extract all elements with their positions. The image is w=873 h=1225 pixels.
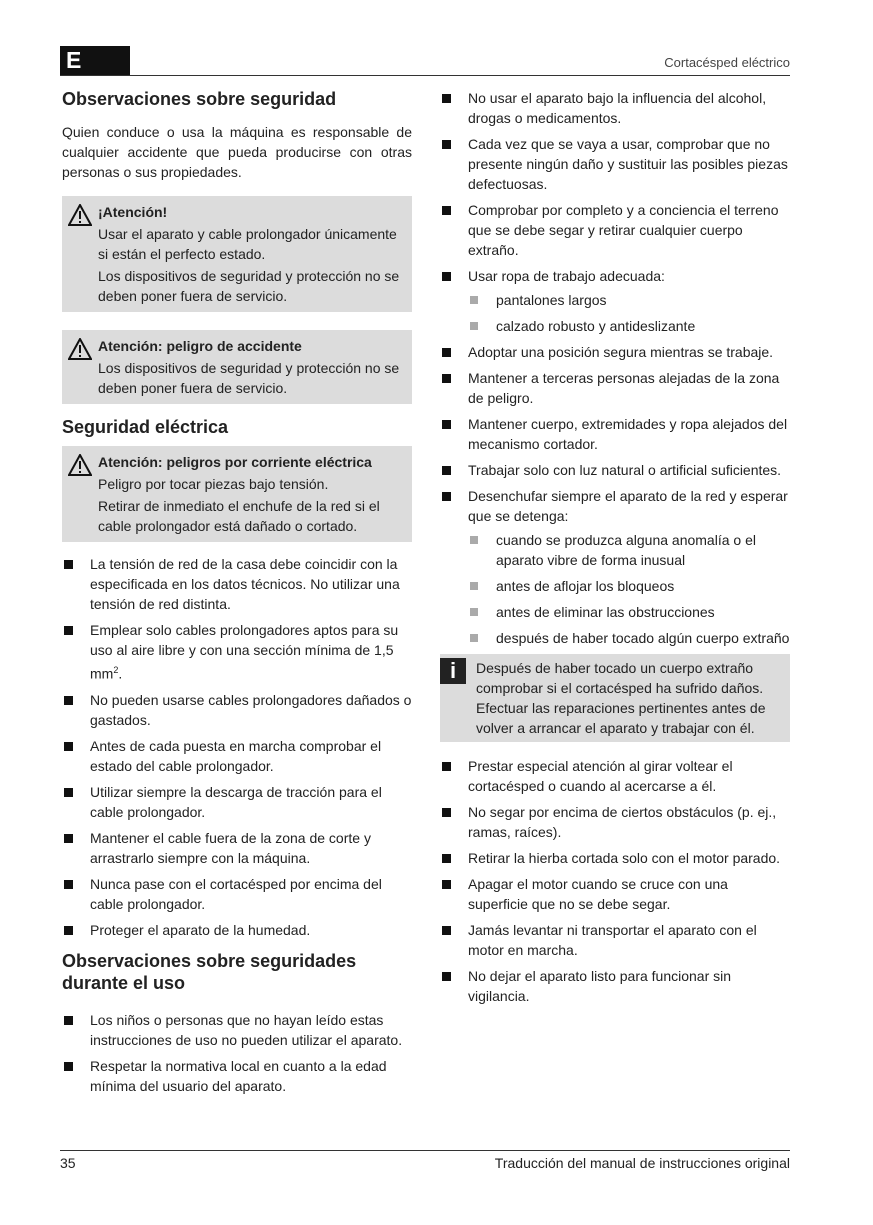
info-text: Después de haber tocado un cuerpo extraño comprobar si el cortacésped ha sufrido daños. Efectuar las reparaciones pertinentes antes de volver a arrancar el aparato y trabajar con él.	[476, 660, 766, 736]
warning-line: Los dispositivos de seguridad y protección no se deben poner fuera de servicio.	[98, 360, 400, 396]
list-item: Mantener el cable fuera de la zona de corte y arrastrarlo siempre con la máquina.	[62, 828, 412, 868]
info-icon: i	[440, 658, 466, 684]
list-item: No pueden usarse cables prolongadores dañados o gastados.	[62, 690, 412, 730]
list-item: Emplear solo cables prolongadores aptos para su uso al aire libre y con una sección mínima de 1,5 $mm^2$.	[62, 620, 412, 684]
page-number: 35	[60, 1155, 76, 1171]
list-item-text: Usar ropa de trabajo adecuada:	[468, 268, 665, 284]
electrical-list	[62, 554, 412, 940]
sublist-item: antes de eliminar las obstrucciones	[468, 602, 790, 622]
footer-text: Traducción del manual de instrucciones original	[494, 1155, 790, 1171]
sublist-item: después de haber tocado algún cuerpo extraño	[468, 628, 790, 648]
warning-line: Usar el aparato y cable prolongador únicamente si están el perfecto estado.	[98, 226, 397, 262]
warning-line: Los dispositivos de seguridad y protección no se deben poner fuera de servicio.	[98, 268, 400, 304]
list-item: Apagar el motor cuando se cruce con una superficie que no se debe segar.	[440, 874, 790, 914]
list-item	[440, 266, 790, 336]
sublist-item: calzado robusto y antideslizante	[468, 316, 790, 336]
language-tab	[60, 46, 130, 76]
list-item-text: Desenchufar siempre el aparato de la red y esperar que se detenga:	[468, 488, 788, 524]
warning-box	[62, 330, 412, 404]
language-label: E	[66, 47, 82, 73]
sublist-item: cuando se produzca alguna anomalía o el aparato vibre de forma inusual	[468, 530, 790, 570]
warning-icon	[68, 338, 92, 360]
footer-rule	[60, 1150, 790, 1151]
warning-icon	[68, 204, 92, 226]
stop-sublist	[468, 530, 790, 648]
list-item: No segar por encima de ciertos obstáculos (p. ej., ramas, raíces).	[440, 802, 790, 842]
list-item: No usar el aparato bajo la influencia del alcohol, drogas o medicamentos.	[440, 88, 790, 128]
warning-box	[62, 196, 412, 312]
header-title: Cortacésped eléctrico	[664, 55, 790, 70]
list-item: Adoptar una posición segura mientras se trabaje.	[440, 342, 790, 362]
section-title-usage: Observaciones sobre seguridades durante el uso	[62, 950, 357, 993]
section-title-safety: Observaciones sobre seguridad	[62, 89, 337, 109]
warning-title: Atención: peligros por corriente eléctrica	[98, 454, 372, 470]
list-item: Mantener cuerpo, extremidades y ropa alejados del mecanismo cortador.	[440, 414, 790, 454]
list-item: Nunca pase con el cortacésped por encima del cable prolongador.	[62, 874, 412, 914]
list-item: Utilizar siempre la descarga de tracción para el cable prolongador.	[62, 782, 412, 822]
list-item: No dejar el aparato listo para funcionar sin vigilancia.	[440, 966, 790, 1006]
list-item: Comprobar por completo y a conciencia el terreno que se debe segar y retirar cualquier cuerpo extraño.	[440, 200, 790, 260]
list-item	[440, 486, 790, 648]
sublist-item: pantalones largos	[468, 290, 790, 310]
warning-line: Retirar de inmediato el enchufe de la red si el cable prolongador está dañado o cortado.	[98, 498, 380, 534]
warning-title: Atención: peligro de accidente	[98, 338, 302, 354]
clothing-sublist	[468, 290, 790, 336]
list-item: Retirar la hierba cortada solo con el motor parado.	[440, 848, 790, 868]
intro-paragraph: Quien conduce o usa la máquina es responsable de cualquier accidente que pueda producirse con otras personas o sus propiedades.	[62, 124, 412, 180]
sublist-item: antes de aflojar los bloqueos	[468, 576, 790, 596]
info-box	[440, 654, 790, 742]
list-item: La tensión de red de la casa debe coincidir con la especificada en los datos técnicos. No utilizar una tensión de red distinta.	[62, 554, 412, 614]
section-title-electrical: Seguridad eléctrica	[62, 417, 229, 437]
list-item: Trabajar solo con luz natural o artificial suficientes.	[440, 460, 790, 480]
list-item: Cada vez que se vaya a usar, comprobar que no presente ningún daño y sustituir las posibles piezas defectuosas.	[440, 134, 790, 194]
right-column	[440, 88, 790, 1012]
list-item: Respetar la normativa local en cuanto a la edad mínima del usuario del aparato.	[62, 1056, 412, 1096]
list-item: Antes de cada puesta en marcha comprobar el estado del cable prolongador.	[62, 736, 412, 776]
warning-icon	[68, 454, 92, 476]
list-item: Mantener a terceras personas alejadas de la zona de peligro.	[440, 368, 790, 408]
list-item: Jamás levantar ni transportar el aparato con el motor en marcha.	[440, 920, 790, 960]
usage-list-continued	[440, 88, 790, 648]
list-item: Prestar especial atención al girar voltear el cortacésped o cuando al acercarse a él.	[440, 756, 790, 796]
left-column	[62, 88, 412, 1102]
operation-list	[440, 756, 790, 1006]
warning-title: ¡Atención!	[98, 204, 168, 220]
usage-list	[62, 1010, 412, 1096]
list-item: Proteger el aparato de la humedad.	[62, 920, 412, 940]
list-item: Los niños o personas que no hayan leído estas instrucciones de uso no pueden utilizar el aparato.	[62, 1010, 412, 1050]
warning-box	[62, 446, 412, 542]
header-rule	[60, 75, 790, 76]
warning-line: Peligro por tocar piezas bajo tensión.	[98, 476, 329, 492]
